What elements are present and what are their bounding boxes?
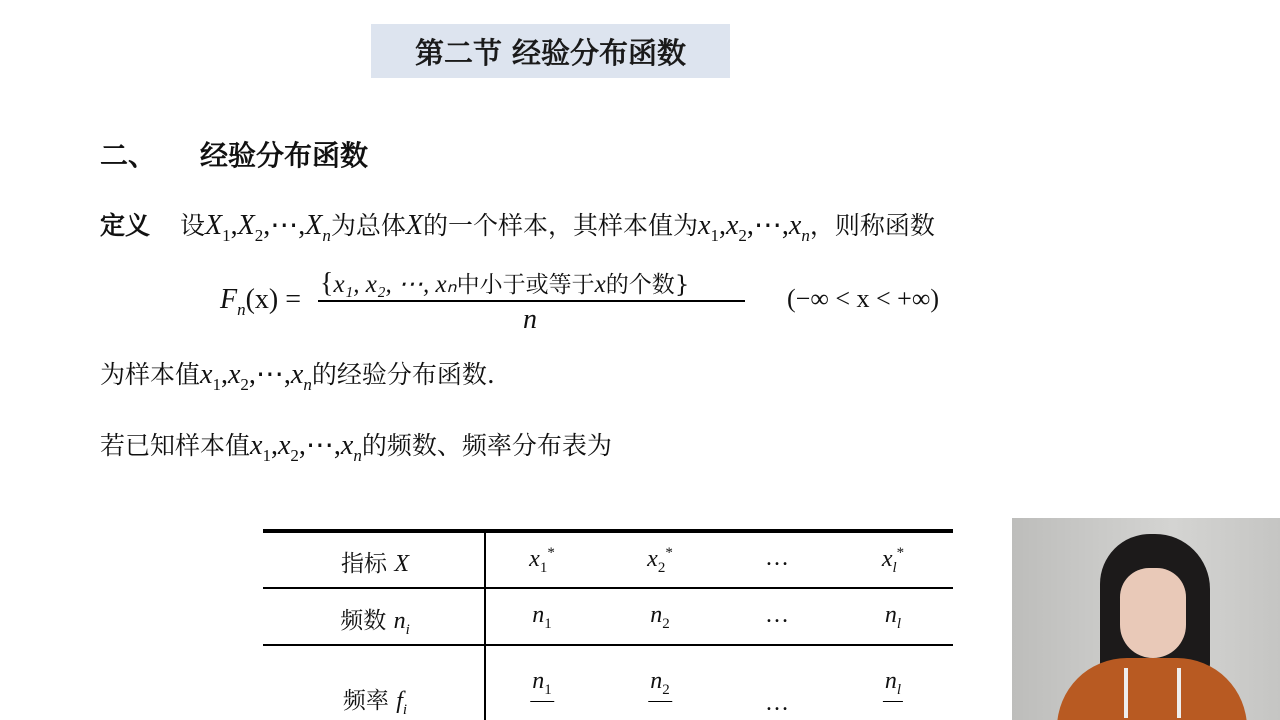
formula-lhs-var: F <box>220 284 238 315</box>
table-cell <box>765 602 789 629</box>
table-top-rule <box>263 529 953 533</box>
math-variable: X <box>205 210 223 241</box>
separator: ,⋯, <box>298 430 341 461</box>
table-cell <box>648 668 672 702</box>
cell-var: x <box>529 546 540 572</box>
webcam-video <box>1012 518 1280 720</box>
separator: ,⋯, <box>248 359 291 390</box>
math-subscript: n <box>801 226 810 245</box>
table-cell <box>882 545 904 577</box>
text-segment: 的一个样本，其样本值为 <box>422 211 698 240</box>
cell-var: n <box>650 602 663 628</box>
separator: ,⋯, <box>746 210 789 241</box>
cell-sub: 2 <box>657 559 666 576</box>
cell-sub: l <box>896 615 902 632</box>
text-segment: 的频数、频率分布表为 <box>361 431 612 460</box>
table-row-header <box>340 602 409 639</box>
math-subscript: 2 <box>738 226 747 245</box>
row-header-sub: i <box>402 701 408 718</box>
math-variable: X <box>405 210 423 241</box>
text-segment: ，则称函数 <box>809 211 935 240</box>
row-header-var: X <box>394 551 409 577</box>
hoodie-string <box>1177 668 1181 718</box>
table-cell <box>883 668 903 702</box>
math-variable: x <box>200 359 213 390</box>
cell-var: n <box>650 668 663 694</box>
cell-sup: * <box>665 545 673 561</box>
math-subscript: 2 <box>254 226 264 245</box>
table-cell <box>530 668 554 702</box>
definition-label: 定义 <box>100 211 151 240</box>
text-segment: 若已知样本值 <box>100 431 251 460</box>
cell-sub: 1 <box>544 681 552 698</box>
table-cell <box>650 602 670 633</box>
numerator-vars: x₁, x₂, ⋯, xₙ <box>333 271 457 298</box>
separator: , <box>220 359 228 390</box>
math-variable: x <box>290 359 304 390</box>
denominator: n <box>523 304 537 335</box>
table-cell <box>885 602 901 633</box>
math-subscript: n <box>322 226 331 245</box>
math-variable: x <box>788 210 802 241</box>
cell-sub: 2 <box>662 681 670 698</box>
math-subscript: n <box>353 446 362 465</box>
table-cell <box>765 690 789 717</box>
formula-lhs-arg: (x) = <box>245 284 302 315</box>
row-header-var: n <box>393 608 406 634</box>
row-header-sub: i <box>405 621 410 638</box>
cell-var: n <box>884 602 897 628</box>
math-variable: x <box>250 430 263 461</box>
cell-sub: 2 <box>662 615 670 632</box>
math-subscript: 1 <box>222 226 231 245</box>
table-row-rule <box>263 587 953 589</box>
math-subscript: 1 <box>212 375 221 394</box>
table-cell <box>532 602 552 633</box>
cell-var: x <box>647 546 658 572</box>
row-header-label: 频率 <box>342 688 397 714</box>
cell-var: … <box>765 602 789 628</box>
cell-sub: 1 <box>539 559 548 576</box>
math-variable: X <box>305 210 323 241</box>
separator: , <box>718 210 726 241</box>
math-variable: x <box>698 210 711 241</box>
slide-title: 第二节 经验分布函数 <box>371 24 730 78</box>
table-cell <box>647 545 673 577</box>
separator: , <box>230 210 238 241</box>
cell-var: … <box>765 545 789 571</box>
row-header-label: 频数 <box>340 608 394 634</box>
math-variable: x <box>227 359 241 390</box>
table-cell <box>765 545 789 572</box>
cell-var: … <box>765 690 789 716</box>
section-number: 二、 <box>100 139 157 172</box>
cell-sub: 1 <box>544 615 552 632</box>
math-variable: x <box>725 210 739 241</box>
formula-lhs-sub: n <box>237 300 246 319</box>
section-title: 经验分布函数 <box>200 139 369 172</box>
math-subscript: 1 <box>710 226 719 245</box>
math-variable: x <box>277 430 291 461</box>
text-segment: 的经验分布函数. <box>311 360 495 389</box>
formula-range: (−∞ < x < +∞) <box>787 284 940 313</box>
hoodie-string <box>1124 668 1128 718</box>
row-header-var: f <box>396 688 403 714</box>
text-segment: 设 <box>180 211 206 240</box>
table-row-rule <box>263 644 953 646</box>
numerator-brace: { <box>320 268 334 299</box>
table-column-rule <box>484 531 486 720</box>
cell-sub: l <box>892 559 897 576</box>
cell-var: x <box>881 546 893 572</box>
math-subscript: 2 <box>240 375 249 394</box>
row-header-label: 指标 <box>341 551 395 577</box>
presenter-face <box>1120 568 1186 658</box>
cell-var: n <box>532 668 545 694</box>
numerator-x: x <box>594 271 606 298</box>
cell-sup: * <box>547 545 555 561</box>
separator: ,⋯, <box>263 210 306 241</box>
numerator-text2: 的个数} <box>605 272 690 298</box>
numerator-text: 中小于或等于 <box>456 272 595 298</box>
table-row-header <box>343 682 407 719</box>
cell-sup: * <box>896 545 905 561</box>
math-subscript: 1 <box>262 446 271 465</box>
math-subscript: 2 <box>290 446 299 465</box>
cell-var: n <box>532 602 545 628</box>
math-variable: X <box>237 210 255 241</box>
cell-var: n <box>884 668 897 694</box>
table-row-header <box>341 545 409 578</box>
cell-sub: l <box>896 681 902 698</box>
text-segment: 为总体 <box>330 211 406 240</box>
math-variable: x <box>340 430 354 461</box>
table-cell <box>529 545 555 577</box>
text-segment: 为样本值 <box>100 360 201 389</box>
math-subscript: n <box>303 375 312 394</box>
separator: , <box>270 430 278 461</box>
presenter-hoodie <box>1057 658 1247 720</box>
